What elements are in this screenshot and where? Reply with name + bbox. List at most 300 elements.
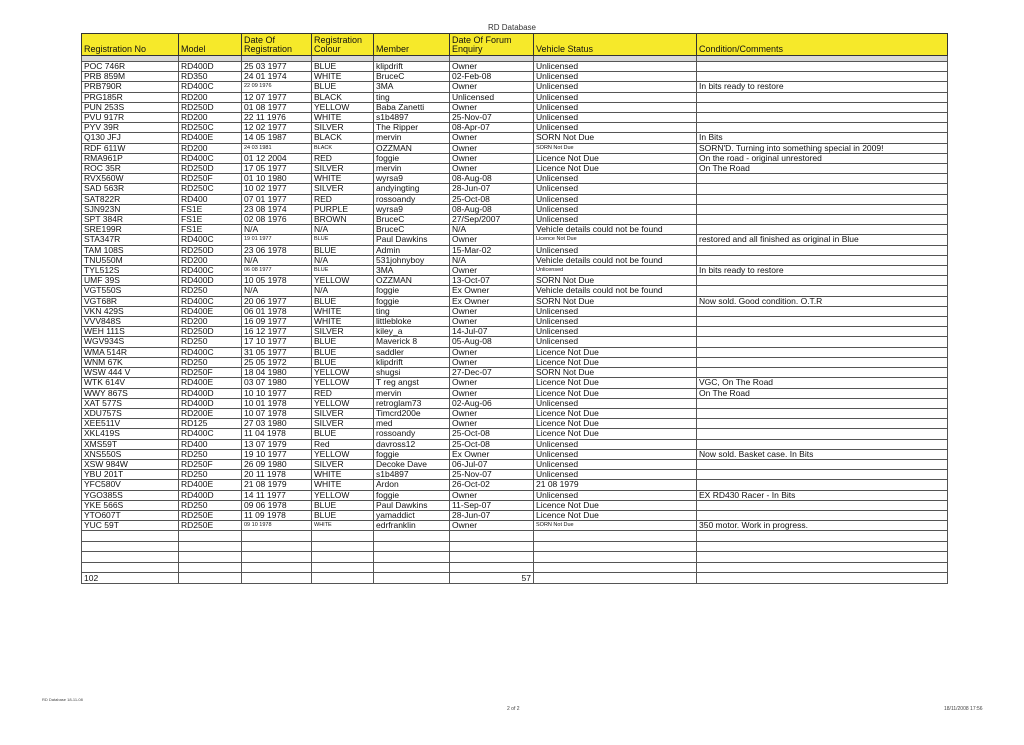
forum-enquiry-cell: Owner xyxy=(450,408,534,418)
vehicle-status-cell: Licence Not Due xyxy=(534,164,697,174)
vehicle-status-cell: SORN Not Due xyxy=(534,143,697,153)
colour-cell: BLUE xyxy=(312,500,374,510)
colour-cell: SILVER xyxy=(312,184,374,194)
date-of-registration-cell: 01 12 2004 xyxy=(242,153,312,163)
date-of-registration-cell: 14 05 1987 xyxy=(242,133,312,143)
vehicle-status-cell: 21 08 1979 xyxy=(534,480,697,490)
model-cell: RD250 xyxy=(179,357,242,367)
totals-row xyxy=(82,573,948,584)
model-cell: RD400E xyxy=(179,480,242,490)
table-row xyxy=(82,388,948,398)
total-count: 102 xyxy=(82,573,179,584)
forum-enquiry-cell: Owner xyxy=(450,490,534,500)
comments-cell xyxy=(697,255,948,265)
table-row xyxy=(82,398,948,408)
registration-no-cell: SAD 563R xyxy=(82,184,179,194)
registration-no-cell: PRB790R xyxy=(82,82,179,92)
forum-enquiry-cell: Owner xyxy=(450,133,534,143)
model-cell: RD250 xyxy=(179,500,242,510)
vehicle-status-cell: Unlicensed xyxy=(534,337,697,347)
model-cell: RD200 xyxy=(179,317,242,327)
registration-no-cell: RDF 611W xyxy=(82,143,179,153)
registration-no-cell: YBU 201T xyxy=(82,470,179,480)
table-row xyxy=(82,490,948,500)
colour-cell: YELLOW xyxy=(312,368,374,378)
registration-no-cell: WGV934S xyxy=(82,337,179,347)
model-cell: RD400D xyxy=(179,276,242,286)
vehicle-status-cell: Unlicensed xyxy=(534,459,697,469)
registration-no-cell: SPT 384R xyxy=(82,215,179,225)
registration-no-cell: XMS59T xyxy=(82,439,179,449)
table-row xyxy=(82,164,948,174)
forum-enquiry-cell: 15-Mar-02 xyxy=(450,245,534,255)
date-of-registration-cell: 10 01 1978 xyxy=(242,398,312,408)
forum-enquiry-cell: 25-Oct-08 xyxy=(450,429,534,439)
colour-cell: SILVER xyxy=(312,419,374,429)
table-row xyxy=(82,133,948,143)
forum-enquiry-cell: 02-Aug-06 xyxy=(450,398,534,408)
colour-cell: BLUE xyxy=(312,429,374,439)
model-cell: RD400C xyxy=(179,347,242,357)
forum-enquiry-cell: 26-Oct-02 xyxy=(450,480,534,490)
table-row xyxy=(82,480,948,490)
forum-enquiry-cell: Owner xyxy=(450,164,534,174)
table-row xyxy=(82,215,948,225)
model-cell: RD400D xyxy=(179,490,242,500)
forum-enquiry-cell: 11-Sep-07 xyxy=(450,500,534,510)
date-of-registration-cell: 10 02 1977 xyxy=(242,184,312,194)
table-row xyxy=(82,357,948,367)
forum-enquiry-cell: 06-Jul-07 xyxy=(450,459,534,469)
forum-enquiry-cell: Owner xyxy=(450,306,534,316)
date-of-registration-cell: 17 10 1977 xyxy=(242,337,312,347)
colour-cell: BLUE xyxy=(312,296,374,306)
vehicle-status-cell: Licence Not Due xyxy=(534,378,697,388)
footer-left-text: RD Database 18-11-08 xyxy=(42,697,83,702)
comments-cell xyxy=(697,276,948,286)
vehicle-status-cell: Unlicensed xyxy=(534,266,697,276)
date-of-registration-cell: N/A xyxy=(242,286,312,296)
comments-cell xyxy=(697,337,948,347)
member-cell: rossoandy xyxy=(374,429,450,439)
colour-cell: BLUE xyxy=(312,62,374,72)
model-cell: RD250D xyxy=(179,164,242,174)
table-row xyxy=(82,449,948,459)
member-cell: BruceC xyxy=(374,215,450,225)
forum-enquiry-cell: 05-Aug-08 xyxy=(450,337,534,347)
table-row xyxy=(82,347,948,357)
date-of-registration-cell: 13 07 1979 xyxy=(242,439,312,449)
forum-enquiry-cell: Owner xyxy=(450,388,534,398)
registration-no-cell: STA347R xyxy=(82,235,179,245)
comments-cell xyxy=(697,306,948,316)
colour-cell: BLACK xyxy=(312,133,374,143)
registration-no-cell: TYL512S xyxy=(82,266,179,276)
model-cell: RD250F xyxy=(179,368,242,378)
member-cell: BruceC xyxy=(374,72,450,82)
model-cell: RD200 xyxy=(179,92,242,102)
comments-cell xyxy=(697,123,948,133)
member-cell: mervin xyxy=(374,133,450,143)
header-registration-no: Registration No xyxy=(82,34,179,56)
member-cell: retroglam73 xyxy=(374,398,450,408)
colour-cell: BLACK xyxy=(312,92,374,102)
comments-cell xyxy=(697,286,948,296)
table-row xyxy=(82,184,948,194)
date-of-registration-cell: 25 03 1977 xyxy=(242,62,312,72)
vehicle-status-cell: Unlicensed xyxy=(534,398,697,408)
model-cell: RD250 xyxy=(179,337,242,347)
date-of-registration-cell: 06 01 1978 xyxy=(242,306,312,316)
date-of-registration-cell: 03 07 1980 xyxy=(242,378,312,388)
table-row xyxy=(82,92,948,102)
blank-row xyxy=(82,562,948,573)
forum-enquiry-cell: Owner xyxy=(450,62,534,72)
date-of-registration-cell: N/A xyxy=(242,225,312,235)
member-cell: klipdrift xyxy=(374,357,450,367)
colour-cell: PURPLE xyxy=(312,204,374,214)
header-model: Model xyxy=(179,34,242,56)
colour-cell: RED xyxy=(312,194,374,204)
registration-no-cell: PRG185R xyxy=(82,92,179,102)
comments-cell: On The Road xyxy=(697,388,948,398)
comments-cell xyxy=(697,470,948,480)
date-of-registration-cell: 19 01 1977 xyxy=(242,235,312,245)
vehicle-status-cell: Vehicle details could not be found xyxy=(534,286,697,296)
member-cell: 531johnyboy xyxy=(374,255,450,265)
colour-cell: BLUE xyxy=(312,266,374,276)
member-cell: foggie xyxy=(374,296,450,306)
date-of-registration-cell: 24 03 1981 xyxy=(242,143,312,153)
model-cell: RD200 xyxy=(179,113,242,123)
footer-page-number: 2 of 2 xyxy=(507,706,520,712)
date-of-registration-cell: 23 08 1974 xyxy=(242,204,312,214)
date-of-registration-cell: 23 06 1978 xyxy=(242,245,312,255)
member-cell: wyrsa9 xyxy=(374,204,450,214)
model-cell: FS1E xyxy=(179,225,242,235)
table-row xyxy=(82,113,948,123)
rd-database-table xyxy=(81,33,948,584)
table-row xyxy=(82,408,948,418)
table-row xyxy=(82,510,948,520)
colour-cell: SILVER xyxy=(312,408,374,418)
member-cell: mervin xyxy=(374,388,450,398)
vehicle-status-cell: Licence Not Due xyxy=(534,388,697,398)
registration-no-cell: WSW 444 V xyxy=(82,368,179,378)
vehicle-status-cell: Licence Not Due xyxy=(534,510,697,520)
model-cell: RD200 xyxy=(179,143,242,153)
model-cell: RD400E xyxy=(179,133,242,143)
forum-enquiry-cell: Owner xyxy=(450,153,534,163)
member-cell: littlebloke xyxy=(374,317,450,327)
member-cell: The Ripper xyxy=(374,123,450,133)
comments-cell xyxy=(697,327,948,337)
table-row xyxy=(82,459,948,469)
comments-cell: In bits ready to restore xyxy=(697,82,948,92)
registration-no-cell: YUC 59T xyxy=(82,521,179,531)
header-member: Member xyxy=(374,34,450,56)
forum-enquiry-cell: 08-Aug-08 xyxy=(450,204,534,214)
registration-no-cell: VGT68R xyxy=(82,296,179,306)
model-cell: RD400E xyxy=(179,378,242,388)
vehicle-status-cell: Unlicensed xyxy=(534,102,697,112)
forum-enquiry-cell: 25-Nov-07 xyxy=(450,470,534,480)
vehicle-status-cell: Unlicensed xyxy=(534,327,697,337)
comments-cell xyxy=(697,429,948,439)
member-cell: ting xyxy=(374,92,450,102)
forum-enquiry-cell: 28-Jun-07 xyxy=(450,510,534,520)
table-row xyxy=(82,276,948,286)
table-row xyxy=(82,286,948,296)
date-of-registration-cell: 09 06 1978 xyxy=(242,500,312,510)
date-of-registration-cell: 18 04 1980 xyxy=(242,368,312,378)
model-cell: RD400C xyxy=(179,153,242,163)
member-cell: 3MA xyxy=(374,266,450,276)
date-of-registration-cell: 12 02 1977 xyxy=(242,123,312,133)
colour-cell: WHITE xyxy=(312,480,374,490)
registration-no-cell: XSW 984W xyxy=(82,459,179,469)
table-row xyxy=(82,72,948,82)
model-cell: RD400 xyxy=(179,439,242,449)
table-row xyxy=(82,255,948,265)
model-cell: RD200E xyxy=(179,408,242,418)
date-of-registration-cell: 20 11 1978 xyxy=(242,470,312,480)
date-of-registration-cell: 16 09 1977 xyxy=(242,317,312,327)
date-of-registration-cell: 01 10 1980 xyxy=(242,174,312,184)
vehicle-status-cell: Unlicensed xyxy=(534,204,697,214)
registration-no-cell: XKL419S xyxy=(82,429,179,439)
member-cell: klipdrift xyxy=(374,62,450,72)
registration-no-cell: WEH 111S xyxy=(82,327,179,337)
comments-cell: SORN'D. Turning into something special in 2009! xyxy=(697,143,948,153)
vehicle-status-cell: Licence Not Due xyxy=(534,235,697,245)
registration-no-cell: WWY 867S xyxy=(82,388,179,398)
vehicle-status-cell: SORN Not Due xyxy=(534,368,697,378)
vehicle-status-cell: Unlicensed xyxy=(534,317,697,327)
registration-no-cell: YKE 566S xyxy=(82,500,179,510)
vehicle-status-cell: SORN Not Due xyxy=(534,276,697,286)
date-of-registration-cell: 14 11 1977 xyxy=(242,490,312,500)
date-of-registration-cell: 11 09 1978 xyxy=(242,510,312,520)
table-row xyxy=(82,204,948,214)
table-row xyxy=(82,368,948,378)
forum-enquiry-cell: 28-Jun-07 xyxy=(450,184,534,194)
table-row xyxy=(82,245,948,255)
model-cell: RD400C xyxy=(179,82,242,92)
registration-no-cell: WMA 514R xyxy=(82,347,179,357)
comments-cell: On The Road xyxy=(697,164,948,174)
table-row xyxy=(82,296,948,306)
forum-enquiry-cell: Owner xyxy=(450,357,534,367)
registration-no-cell: XNS550S xyxy=(82,449,179,459)
forum-enquiry-cell: Owner xyxy=(450,235,534,245)
vehicle-status-cell: Unlicensed xyxy=(534,62,697,72)
member-cell: edrfranklin xyxy=(374,521,450,531)
blank-row xyxy=(82,552,948,563)
member-cell: foggie xyxy=(374,449,450,459)
forum-enquiry-cell: Owner xyxy=(450,102,534,112)
table-row xyxy=(82,266,948,276)
registration-no-cell: VVV848S xyxy=(82,317,179,327)
colour-cell: BLUE xyxy=(312,82,374,92)
date-of-registration-cell: 10 07 1978 xyxy=(242,408,312,418)
model-cell: RD250D xyxy=(179,245,242,255)
comments-cell xyxy=(697,245,948,255)
registration-no-cell: PRB 859M xyxy=(82,72,179,82)
vehicle-status-cell: Unlicensed xyxy=(534,194,697,204)
colour-cell: WHITE xyxy=(312,306,374,316)
colour-cell: WHITE xyxy=(312,317,374,327)
member-cell: Admin xyxy=(374,245,450,255)
colour-cell: BLUE xyxy=(312,357,374,367)
vehicle-status-cell: Unlicensed xyxy=(534,92,697,102)
registration-no-cell: TNU550M xyxy=(82,255,179,265)
comments-cell xyxy=(697,225,948,235)
table-row xyxy=(82,317,948,327)
comments-cell xyxy=(697,408,948,418)
colour-cell: YELLOW xyxy=(312,276,374,286)
colour-cell: N/A xyxy=(312,286,374,296)
vehicle-status-cell: Unlicensed xyxy=(534,72,697,82)
table-row xyxy=(82,123,948,133)
model-cell: RD400D xyxy=(179,388,242,398)
forum-enquiry-cell: Ex Owner xyxy=(450,286,534,296)
table-row xyxy=(82,500,948,510)
model-cell: RD250F xyxy=(179,174,242,184)
forum-enquiry-cell: 08-Aug-08 xyxy=(450,174,534,184)
date-of-registration-cell: 17 05 1977 xyxy=(242,164,312,174)
model-cell: RD400D xyxy=(179,398,242,408)
model-cell: RD250D xyxy=(179,102,242,112)
comments-cell xyxy=(697,92,948,102)
date-of-registration-cell: 09 10 1978 xyxy=(242,521,312,531)
model-cell: RD400D xyxy=(179,62,242,72)
forum-enquiry-cell: 27-Dec-07 xyxy=(450,368,534,378)
colour-cell: WHITE xyxy=(312,174,374,184)
date-of-registration-cell: 22 09 1976 xyxy=(242,82,312,92)
registration-no-cell: YFC580V xyxy=(82,480,179,490)
table-row xyxy=(82,429,948,439)
member-cell: s1b4897 xyxy=(374,470,450,480)
model-cell: RD400E xyxy=(179,306,242,316)
member-cell: Ardon xyxy=(374,480,450,490)
colour-cell: BLACK xyxy=(312,143,374,153)
table-row xyxy=(82,470,948,480)
colour-cell: SILVER xyxy=(312,164,374,174)
registration-no-cell: PUN 253S xyxy=(82,102,179,112)
registration-no-cell: ROC 35R xyxy=(82,164,179,174)
table-row xyxy=(82,337,948,347)
vehicle-status-cell: Unlicensed xyxy=(534,174,697,184)
forum-enquiry-cell: Owner xyxy=(450,521,534,531)
model-cell: RD400C xyxy=(179,429,242,439)
colour-cell: WHITE xyxy=(312,521,374,531)
member-cell: OZZMAN xyxy=(374,276,450,286)
table-row xyxy=(82,419,948,429)
comments-cell: 350 motor. Work in progress. xyxy=(697,521,948,531)
member-cell: Maverick 8 xyxy=(374,337,450,347)
member-cell: BruceC xyxy=(374,225,450,235)
vehicle-status-cell: Vehicle details could not be found xyxy=(534,255,697,265)
colour-cell: BROWN xyxy=(312,215,374,225)
comments-cell xyxy=(697,194,948,204)
date-of-registration-cell: 31 05 1977 xyxy=(242,347,312,357)
vehicle-status-cell: Unlicensed xyxy=(534,215,697,225)
vehicle-status-cell: SORN Not Due xyxy=(534,296,697,306)
registration-no-cell: WTK 614V xyxy=(82,378,179,388)
vehicle-status-cell: Unlicensed xyxy=(534,439,697,449)
colour-cell: RED xyxy=(312,153,374,163)
colour-cell: BLUE xyxy=(312,510,374,520)
member-cell: yamaddict xyxy=(374,510,450,520)
table-row xyxy=(82,174,948,184)
comments-cell xyxy=(697,398,948,408)
table-row xyxy=(82,378,948,388)
date-of-registration-cell: 01 08 1977 xyxy=(242,102,312,112)
model-cell: FS1E xyxy=(179,204,242,214)
registration-no-cell: SAT822R xyxy=(82,194,179,204)
comments-cell xyxy=(697,215,948,225)
footer-print-date: 18/11/2008 17:56 xyxy=(944,706,983,712)
forum-enquiry-cell: 14-Jul-07 xyxy=(450,327,534,337)
table-row xyxy=(82,439,948,449)
colour-cell: BLUE xyxy=(312,337,374,347)
date-of-registration-cell: 27 03 1980 xyxy=(242,419,312,429)
comments-cell: Now sold. Good condition. O.T.R xyxy=(697,296,948,306)
forum-enquiry-cell: Owner xyxy=(450,378,534,388)
model-cell: RD400C xyxy=(179,235,242,245)
forum-enquiry-cell: Owner xyxy=(450,347,534,357)
table-body xyxy=(82,56,948,531)
member-cell: wyrsa9 xyxy=(374,174,450,184)
colour-cell: Red xyxy=(312,439,374,449)
colour-cell: N/A xyxy=(312,225,374,235)
registration-no-cell: RMA961P xyxy=(82,153,179,163)
date-of-registration-cell: 21 08 1979 xyxy=(242,480,312,490)
registration-no-cell: VKN 429S xyxy=(82,306,179,316)
table-row xyxy=(82,153,948,163)
colour-cell: N/A xyxy=(312,255,374,265)
forum-enquiry-cell: 13-Oct-07 xyxy=(450,276,534,286)
forum-enquiry-cell: Owner xyxy=(450,143,534,153)
vehicle-status-cell: Unlicensed xyxy=(534,123,697,133)
model-cell: RD250C xyxy=(179,123,242,133)
forum-enquiry-cell: Ex Owner xyxy=(450,296,534,306)
registration-no-cell: WNM 67K xyxy=(82,357,179,367)
member-cell: Decoke Dave xyxy=(374,459,450,469)
model-cell: RD400 xyxy=(179,194,242,204)
header-registration-colour: Registration Colour xyxy=(312,34,374,56)
forum-enquiry-cell: Owner xyxy=(450,317,534,327)
date-of-registration-cell: 25 05 1972 xyxy=(242,357,312,367)
forum-enquiry-cell: 25-Oct-08 xyxy=(450,439,534,449)
registration-no-cell: Q130 JFJ xyxy=(82,133,179,143)
registration-no-cell: XDU757S xyxy=(82,408,179,418)
comments-cell: In Bits xyxy=(697,133,948,143)
colour-cell: SILVER xyxy=(312,327,374,337)
comments-cell: EX RD430 Racer - In Bits xyxy=(697,490,948,500)
registration-no-cell: RVX560W xyxy=(82,174,179,184)
comments-cell xyxy=(697,347,948,357)
colour-cell: YELLOW xyxy=(312,398,374,408)
comments-cell xyxy=(697,72,948,82)
date-of-registration-cell: 22 11 1976 xyxy=(242,113,312,123)
vehicle-status-cell: SORN Not Due xyxy=(534,133,697,143)
date-of-registration-cell: 10 10 1977 xyxy=(242,388,312,398)
forum-enquiry-cell: Unlicensed xyxy=(450,92,534,102)
header-vehicle-status: Vehicle Status xyxy=(534,34,697,56)
comments-cell: restored and all finished as original in Blue xyxy=(697,235,948,245)
